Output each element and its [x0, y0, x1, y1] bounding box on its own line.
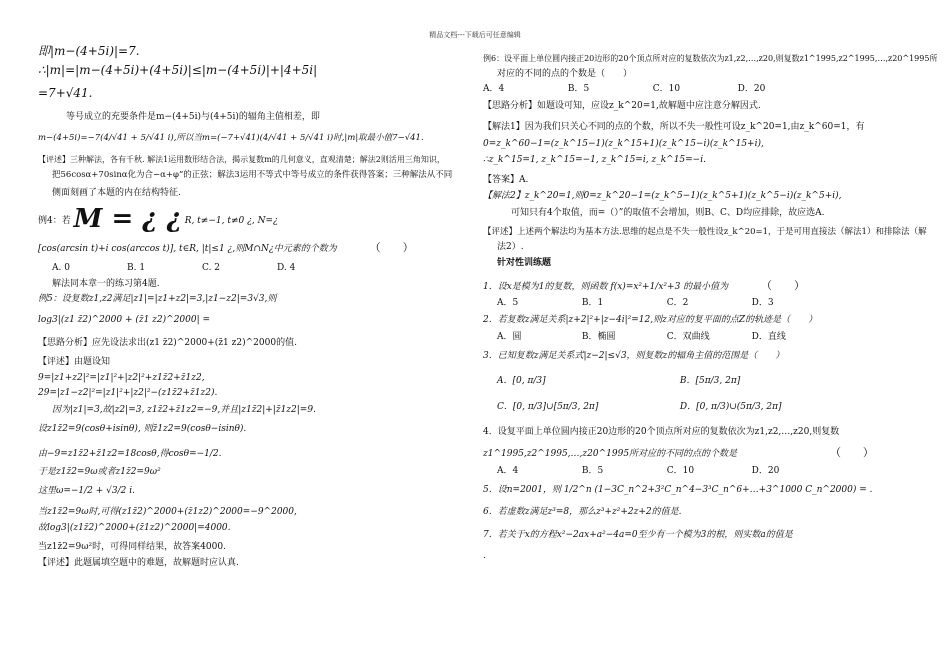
equation-line: ∴|m|=|m−(4+5i)+(4+5i)|≤|m−(4+5i)|+|4+5i|: [38, 63, 318, 78]
section-title: 针对性训练题: [497, 257, 552, 268]
option-b: B．5: [567, 84, 590, 95]
option-d: D．直线: [751, 331, 786, 342]
option-a: A．4: [483, 84, 505, 95]
answer-blank: （ ）: [829, 445, 874, 459]
example-6-line: 对应的不同的点的个数是（ ）: [497, 68, 633, 79]
answer-line: 【答案】A.: [483, 175, 529, 186]
question-5: 5．设n=2001，则 1/2^n (1−3C_n^2+3²C_n^4−3³C_n^6+…+3^1000 C_n^2000) = .: [483, 484, 873, 495]
question-3: 3．已知复数z满足关系式|z−2|≤√3，则复数z的辐角主值的范围是（ ）: [483, 350, 785, 361]
solution-line: 可知只有4个取值，而=（）”的取值不会增加，则B、C、D均应排除，故应选A.: [511, 207, 825, 218]
solution-line: 解法同本章一的练习第4题.: [52, 278, 160, 289]
text-line: 当z1z̄2=9ω²时，可得同样结果，故答案4000.: [38, 541, 226, 552]
equation-line: ∴z_k^15=1, z_k^15=−1, z_k^15=i, z_k^15=−i.: [483, 154, 706, 165]
question-2-options: [483, 332, 923, 343]
left-column: [38, 44, 463, 574]
example-label: 例4：若: [38, 215, 71, 226]
question-4: 4．设复平面上单位圆内接正20边形的20个顶点所对应的复数依次为z1,z2,…,z20,则复数: [483, 427, 840, 438]
text-line: 等号成立的充要条件是m−(4+5i)与(4+5i)的辐角主值相差，即: [66, 112, 320, 123]
option-c: C．双曲线: [666, 331, 710, 342]
answer-blank: （ ）: [369, 240, 414, 254]
equation-line: 当z1z̄2=9ω时,可得(z1z̄2)^2000+(z̄1z2)^2000=−9^2000,: [38, 507, 297, 518]
question-4-options: [483, 466, 923, 477]
solution-line: 【解法2】z_k^20=1,则0=z_k^20−1=(z_k^5−1)(z_k^5+1)(z_k^5−i)(z_k^5+i),: [483, 191, 842, 202]
example-6-line: 例6：设平面上单位圆内接正20边形的20个顶点所对应的复数依次为z1,z2,…,z20,则复数z1^1995,z2^1995,…,z20^1995所: [483, 54, 938, 63]
set-symbol: M = ¿ ¿: [73, 203, 182, 234]
question-3-options-cd: [483, 402, 923, 413]
option-d: D．[0, π/3)∪(5π/3, 2π]: [679, 402, 782, 413]
question-6: 6．若虚数z满足z³=8，那么z³+z²+2z+2的值是.: [483, 507, 682, 518]
option-c: C．10: [652, 84, 681, 95]
option-d: D．20: [751, 465, 780, 476]
equation-line: 0=z_k^60−1=(z_k^15−1)(z_k^15+1)(z_k^15−i)(z_k^15+i),: [483, 138, 764, 149]
equation-line: 设z1z̄2=9(cosθ+isinθ), 则z̄1z2=9(cosθ−isinθ).: [38, 423, 247, 434]
option-a: A．圆: [497, 331, 522, 342]
question-1-options: [483, 298, 923, 309]
option-c: C. 2: [202, 262, 221, 273]
option-b: B. 1: [127, 262, 146, 273]
comment-line: 法2）.: [497, 241, 524, 252]
comment-line: 【评述】三种解法，各有千秋. 解法1运用数形结合法，揭示复数m的几何意义，直观清楚；解法2则活用三角知识，: [38, 155, 445, 165]
example-5-expression: log3|(z1 z̄2)^2000 + (z̄1 z2)^2000| =: [38, 315, 211, 326]
option-c: C．10: [666, 465, 695, 476]
equation-line: 于是z1z̄2=9ω或者z1z̄2=9ω²: [38, 467, 161, 478]
equation-line: 这里ω=−1/2 + √3/2 i.: [38, 486, 135, 497]
equation-line: 29=|z1−z2|²=|z1|²+|z2|²−(z1z̄2+z̄1z2).: [38, 388, 218, 399]
option-b: B．5: [581, 465, 604, 476]
comment-line: 【评述】由题设知: [38, 356, 111, 367]
page-header: 精品文档---下载后可任意编辑: [429, 31, 521, 39]
equation-line: 由−9=z1z̄2+z̄1z2=18cosθ,得cosθ=−1/2.: [38, 448, 222, 459]
question-7: 7．若关于x的方程x²−2ax+a²−4a=0至少有一个模为3的根，则实数a的值是: [483, 530, 793, 541]
option-d: D．20: [737, 84, 766, 95]
comment-line: 【评述】上述两个解法均为基本方法.思维的起点是不失一般性设z_k^20=1，于是可用直接法（解法1）和排除法（解: [483, 226, 927, 237]
option-a: A．5: [497, 298, 519, 309]
comment-line: 把56cosα+70sinα化为合−α+φ”的正弦；解法3运用不等式中等号成立的条件获得答案；三种解法从不同: [52, 169, 453, 180]
option-b: B．[5π/3, 2π]: [679, 375, 741, 386]
equation-line: 因为|z1|=3,故|z2|=3, z1z̄2+z̄1z2=−9,并且|z1z̄2|+|z̄1z2|=9.: [52, 405, 316, 416]
option-c: C．2: [666, 298, 689, 309]
option-d: D．3: [751, 298, 774, 309]
example-4-options: [38, 263, 463, 274]
question-7-end: .: [483, 550, 486, 561]
question-1: 1．设x是模为1的复数，则函数 f(x)=x²+1/x²+3 的最小值为: [483, 281, 729, 292]
option-d: D. 4: [277, 262, 296, 273]
equation-line: 9=|z1+z2|²=|z1|²+|z2|²+z1z̄2+z̄1z2,: [38, 372, 205, 383]
set-definition: [cos(arcsin t)+i cos(arccos t)], t∈R, |t|≤1 ¿,则M∩N¿中元素的个数为: [38, 243, 337, 254]
option-c: C．[0, π/3]∪[5π/3, 2π]: [497, 402, 599, 413]
analysis-line: 【思路分析】如题设可知，应设z_k^20=1,故解题中应注意分解因式.: [483, 101, 761, 112]
option-a: A．[0, π/3]: [497, 375, 546, 386]
example-5-line: 例5：设复数z1,z2满足|z1|=|z1+z2|=3,|z1−z2|=3√3,则: [38, 294, 277, 305]
solution-line: 【解法1】因为我们只关心不同的点的个数，所以不失一般性可设z_k^20=1,由z_k^60=1，有: [483, 121, 865, 132]
question-2: 2．若复数z满足关系|z+2|²+|z−4i|²=12,则z对应的复平面的点Z的轨迹是（ ）: [483, 315, 818, 326]
comment-line: 侧面刻画了本题的内在结构特征.: [52, 187, 181, 198]
question-4-continued: z1^1995,z2^1995,…,z20^1995所对应的不同的点的个数是: [483, 448, 738, 459]
example-4-line: [38, 204, 463, 235]
analysis-line: 【思路分析】应先设法求出(z1 z̄2)^2000+(z̄1 z2)^2000的值.: [38, 337, 297, 348]
option-a: A．4: [497, 465, 519, 476]
option-a: A. 0: [52, 262, 70, 273]
equation-line: =7+√41.: [38, 85, 93, 100]
equation-line: 故log3|(z1z̄2)^2000+(z̄1z2)^2000|=4000.: [38, 522, 231, 533]
option-b: B．1: [581, 298, 604, 309]
equation-line: m−(4+5i)=−7(4/√41 + 5/√41 i),所以当m=(−7+√41)(4/√41 + 5/√41 i)时,|m|取最小值7−√41.: [38, 132, 424, 143]
question-3-options-ab: [483, 376, 923, 387]
answer-blank: （ ）: [761, 278, 806, 292]
equation-line: 即|m−(4+5i)|=7.: [38, 44, 140, 58]
set-condition: R, t≠−1, t≠0 ¿, N=¿: [184, 215, 278, 226]
example-6-options: [483, 84, 923, 95]
comment-line: 【评述】此题属填空题中的难题，故解题时应认真.: [38, 558, 239, 569]
option-b: B．椭圆: [581, 331, 616, 342]
right-column: [483, 44, 938, 567]
